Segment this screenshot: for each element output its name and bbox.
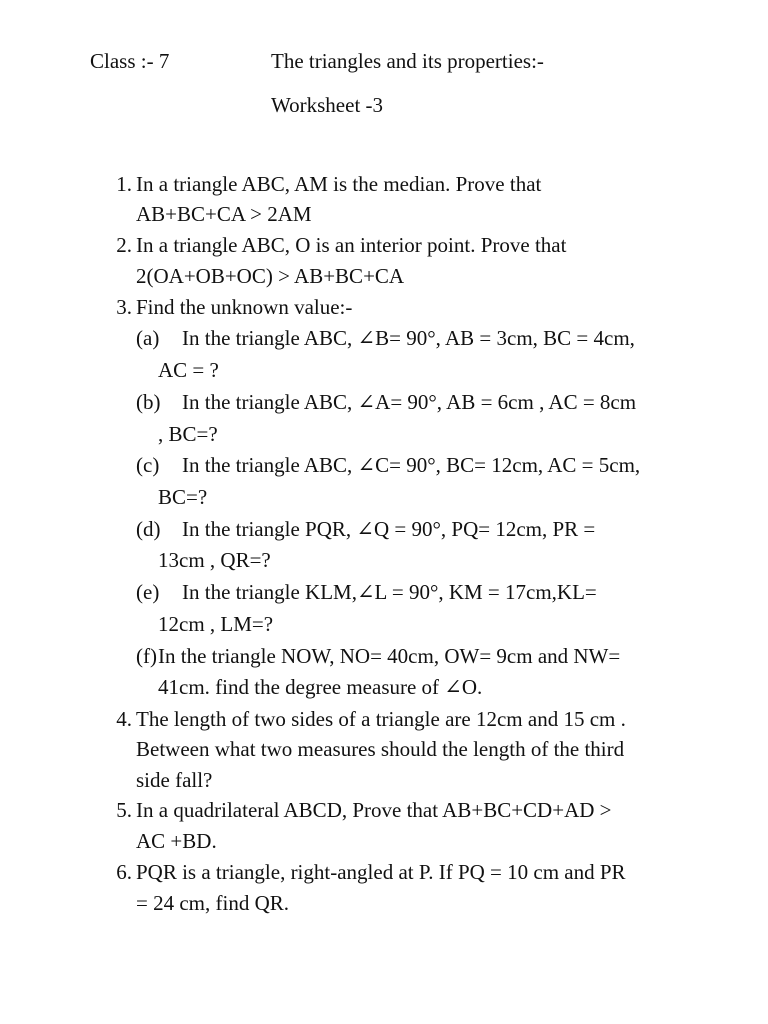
question-5-line-2: AC +BD. — [136, 829, 217, 853]
question-1-line-1: In a triangle ABC, AM is the median. Prove that — [136, 172, 542, 196]
question-number: 2. — [116, 233, 132, 257]
question-number: 4. — [116, 707, 132, 731]
part-d-line-1: In the triangle PQR, ∠Q = 90°, PQ= 12cm, PR = — [182, 517, 596, 541]
question-1-line-2: AB+BC+CA > 2AM — [136, 202, 312, 226]
part-c-line-2: BC=? — [158, 485, 208, 509]
part-label: (e) — [136, 580, 160, 604]
question-number: 1. — [116, 172, 132, 196]
question-3-line-1: Find the unknown value:- — [136, 295, 353, 319]
part-b-line-2: , BC=? — [158, 422, 218, 446]
worksheet-subtitle: Worksheet -3 — [271, 93, 384, 117]
class-label: Class :- 7 — [90, 49, 170, 73]
part-f-line-2: 41cm. find the degree measure of ∠O. — [158, 675, 483, 699]
part-a-line-1: In the triangle ABC, ∠B= 90°, AB = 3cm, BC = 4cm, — [182, 326, 635, 350]
part-b-line-1: In the triangle ABC, ∠A= 90°, AB = 6cm , AC = 8cm — [182, 390, 637, 414]
question-6-line-1: PQR is a triangle, right-angled at P. If PQ = 10 cm and PR — [136, 860, 626, 884]
part-c-line-1: In the triangle ABC, ∠C= 90°, BC= 12cm, AC = 5cm, — [182, 453, 641, 477]
part-a-line-2: AC = ? — [158, 358, 219, 382]
question-6-line-2: = 24 cm, find QR. — [136, 891, 289, 915]
question-2-line-2: 2(OA+OB+OC) > AB+BC+CA — [136, 264, 405, 288]
question-2-line-1: In a triangle ABC, O is an interior point. Prove that — [136, 233, 567, 257]
part-e-line-1: In the triangle KLM,∠L = 90°, KM = 17cm,KL= — [182, 580, 597, 604]
question-5-line-1: In a quadrilateral ABCD, Prove that AB+BC+CD+AD > — [136, 798, 612, 822]
part-label: (f) — [136, 644, 157, 668]
part-label: (b) — [136, 390, 161, 414]
part-e-line-2: 12cm , LM=? — [158, 612, 274, 636]
part-label: (d) — [136, 517, 161, 541]
question-number: 6. — [116, 860, 132, 884]
part-f-line-1: In the triangle NOW, NO= 40cm, OW= 9cm and NW= — [158, 644, 621, 668]
question-4-line-2: Between what two measures should the length of the third — [136, 737, 625, 761]
worksheet-title: The triangles and its properties:- — [271, 49, 544, 73]
question-4-line-1: The length of two sides of a triangle are 12cm and 15 cm . — [136, 707, 626, 731]
part-label: (c) — [136, 453, 160, 477]
question-number: 5. — [116, 798, 132, 822]
question-number: 3. — [116, 295, 132, 319]
part-d-line-2: 13cm , QR=? — [158, 548, 271, 572]
question-4-line-3: side fall? — [136, 768, 213, 792]
part-label: (a) — [136, 326, 160, 350]
